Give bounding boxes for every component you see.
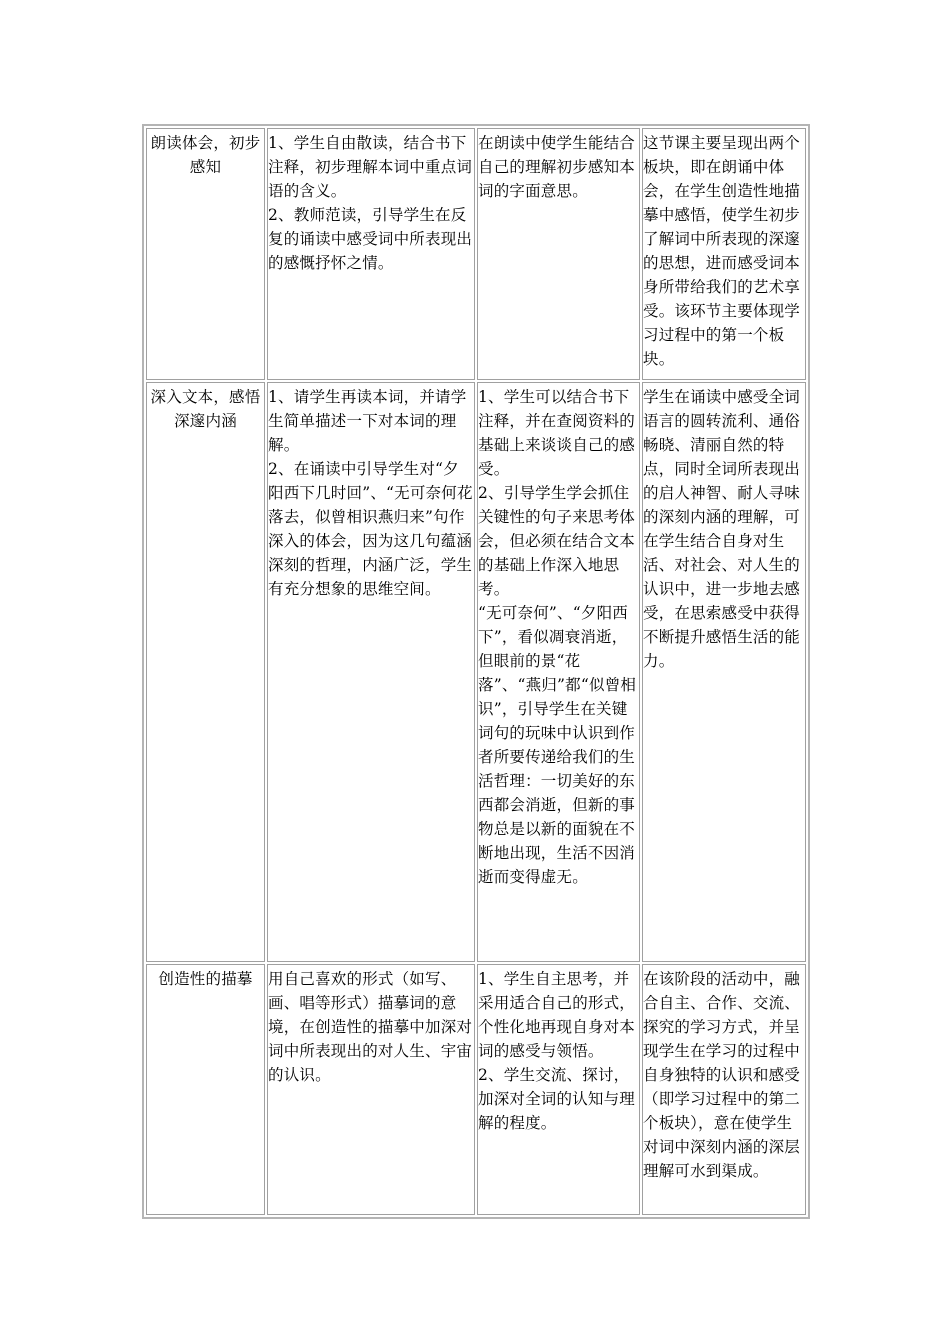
stage-label: 深入文本，感悟深邃内涵 — [150, 388, 261, 430]
teacher-activity-cell — [267, 128, 475, 380]
table-row — [146, 964, 806, 1215]
teacher-activity-cell — [267, 382, 475, 962]
teacher-activity-cell — [267, 964, 475, 1215]
lesson-plan-table — [142, 124, 810, 1219]
design-intent-item: 这节课主要呈现出两个板块，即在朗诵中体会，在学生创造性地描摹中感悟，使学生初步了解词中所表现的深邃的思想，进而感受词本身所带给我们的艺术享受。该环节主要体现学习过程中的第一个板块。 — [643, 134, 801, 368]
table-row — [146, 382, 806, 962]
table-row — [146, 128, 806, 380]
teacher-activity-item: 用自己喜欢的形式（如写、画、唱等形式）描摹词的意境，在创造性的描摹中加深对词中所表现出的对人生、宇宙的认识。 — [268, 970, 473, 1084]
stage-cell — [146, 128, 265, 380]
stage-cell — [146, 964, 265, 1215]
design-intent-item: 在该阶段的活动中，融合自主、合作、交流、探究的学习方式，并呈现学生在学习的过程中自身独特的认识和感受（即学习过程中的第二个板块），意在使学生对词中深刻内涵的深层理解可水到渠成。 — [643, 970, 801, 1180]
student-activity-item: 1、学生自主思考，并采用适合自己的形式，个性化地再现自身对本词的感受与领悟。 — [478, 970, 636, 1060]
student-activity-cell — [477, 128, 640, 380]
student-activity-item: 2、引导学生学会抓住关键性的句子来思考体会，但必须在结合文本的基础上作深入地思考。 — [478, 484, 636, 598]
student-activity-cell — [477, 964, 640, 1215]
teacher-activity-item: 1、学生自由散读，结合书下注释，初步理解本词中重点词语的含义。 — [268, 134, 473, 200]
student-activity-cell — [477, 382, 640, 962]
design-intent-cell — [642, 964, 806, 1215]
teacher-activity-item: 1、请学生再读本词，并请学生简单描述一下对本词的理解。 — [268, 388, 467, 454]
stage-label: 朗读体会，初步感知 — [150, 134, 261, 176]
design-intent-item: 学生在诵读中感受全词语言的圆转流利、通俗畅晓、清丽自然的特点，同时全词所表现出的启人神智、耐人寻味的深刻内涵的理解，可在学生结合自身对生活、对社会、对人生的认识中，进一步地去感受，在思索感受中获得不断提升感悟生活的能力。 — [643, 388, 801, 670]
design-intent-cell — [642, 128, 806, 380]
student-activity-item: 在朗读中使学生能结合自己的理解初步感知本词的字面意思。 — [478, 134, 636, 200]
student-activity-item: 2、学生交流、探讨，加深对全词的认知与理解的程度。 — [478, 1066, 636, 1132]
design-intent-cell — [642, 382, 806, 962]
stage-label: 创造性的描摹 — [158, 970, 253, 988]
table-body — [146, 128, 806, 1215]
teacher-activity-item: 2、教师范读，引导学生在反复的诵读中感受词中所表现出的感慨抒怀之情。 — [268, 206, 473, 272]
student-activity-item: “无可奈何”、“夕阳西下”，看似凋衰消逝，但眼前的景“花落”、“燕归”都“似曾相识”，引导学生在关键词句的玩味中认识到作者所要传递给我们的生活哲理：一切美好的东西都会消逝，但新的事物总是以新的面貌在不断地出现，生活不因消逝而变得虚无。 — [478, 604, 637, 886]
teacher-activity-item: 2、在诵读中引导学生对“夕阳西下几时回”、“无可奈何花落去，似曾相识燕归来”句作深入的体会，因为这几句蕴涵深刻的哲理，内涵广泛，学生有充分想象的思维空间。 — [268, 460, 473, 598]
stage-cell — [146, 382, 265, 962]
student-activity-item: 1、学生可以结合书下注释，并在查阅资料的基础上来谈谈自己的感受。 — [478, 388, 636, 478]
